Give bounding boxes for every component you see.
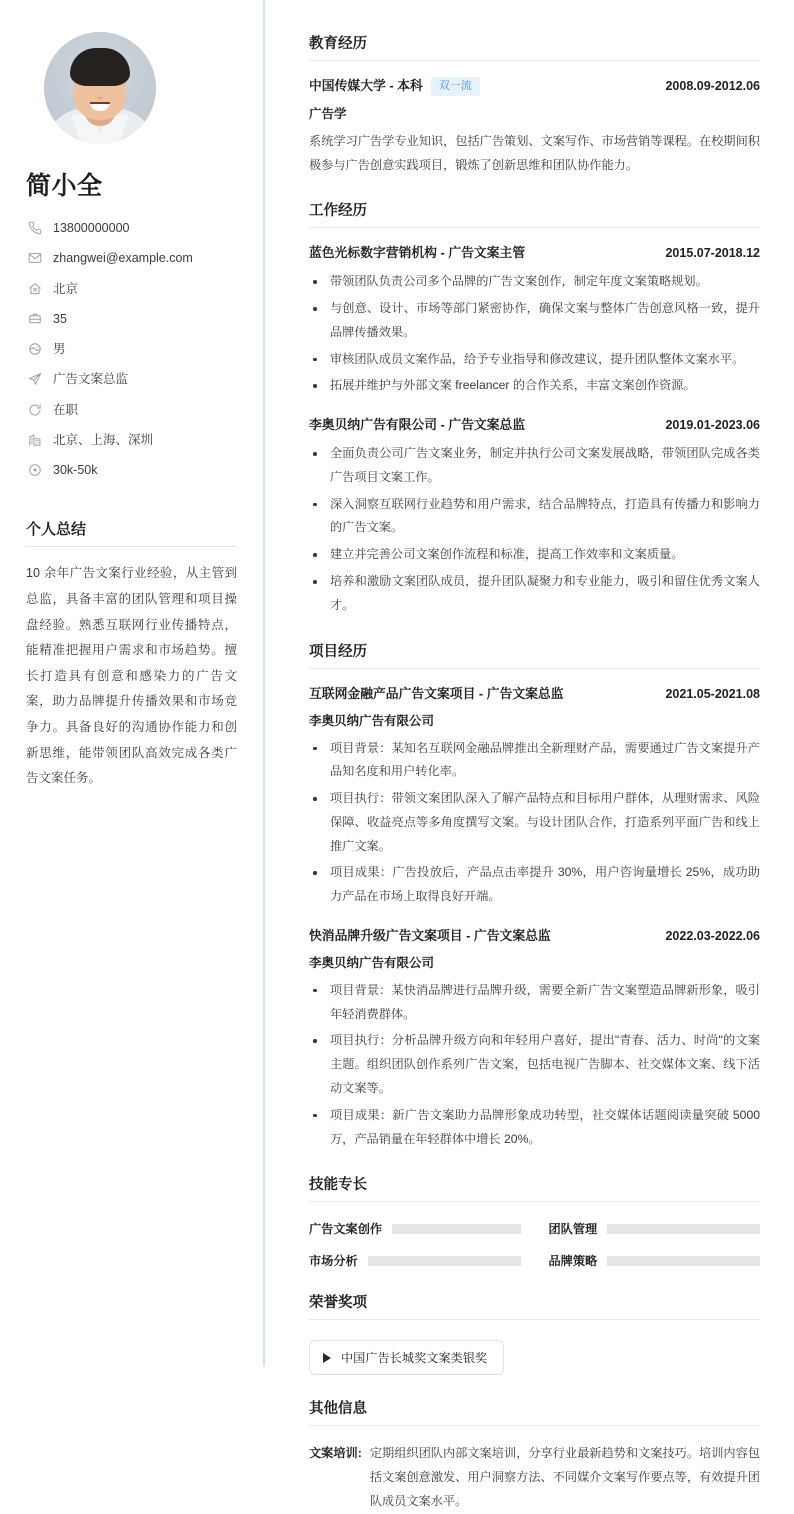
info-value-cities: 北京、上海、深圳 xyxy=(53,432,154,447)
id-badge-icon xyxy=(26,312,43,326)
other-info-row xyxy=(309,1442,760,1513)
list-item: 项目背景：某快消品牌进行品牌升级，需要全新广告文案塑造品牌新形象，吸引年轻消费群体。 xyxy=(309,979,760,1027)
target-icon xyxy=(26,463,43,477)
project-entry-head xyxy=(309,927,760,945)
education-entry-head xyxy=(309,77,760,96)
summary-section xyxy=(26,518,237,792)
summary-text: 10 余年广告文案行业经验，从主管到总监，具备丰富的团队管理和项目操盘经验。熟悉互联网行业传播特点，能精准把握用户需求和市场趋势。擅长打造具有创意和感染力的广告文案，助力品牌提升传播效果和市场竞争力。具备良好的沟通协作能力和创新思维，能带领团队高效完成各类广告文案任务。 xyxy=(26,566,237,786)
summary-heading: 个人总结 xyxy=(26,518,237,547)
list-item: 项目成果：广告投放后，产品点击率提升 30%，用户咨询量增长 25%，成功助力产品在市场上取得良好开端。 xyxy=(309,861,760,909)
project-date: 2021.05-2021.08 xyxy=(665,686,760,701)
work-bullets xyxy=(309,270,760,398)
section-work xyxy=(309,199,760,617)
info-row-age xyxy=(26,311,237,327)
skill-label: 品牌策略 xyxy=(548,1254,598,1269)
info-value-location: 北京 xyxy=(53,281,79,296)
phone-icon xyxy=(26,221,43,235)
section-heading-education: 教育经历 xyxy=(309,32,760,61)
list-item: 项目背景：某知名互联网金融品牌推出全新理财产品，需要通过广告文案提升产品知名度和用户转化率。 xyxy=(309,737,760,785)
info-row-salary xyxy=(26,462,237,478)
list-item: 建立并完善公司文案创作流程和标准，提高工作效率和文案质量。 xyxy=(309,543,760,567)
skill-grid xyxy=(309,1218,760,1269)
info-value-status: 在职 xyxy=(53,402,79,417)
list-item: 审核团队成员文案作品，给予专业指导和修改建议，提升团队整体文案水平。 xyxy=(309,348,760,372)
refresh-icon xyxy=(26,403,43,417)
building-icon xyxy=(26,433,43,447)
education-title-row xyxy=(309,77,480,96)
info-value-age: 35 xyxy=(53,311,67,326)
sidebar xyxy=(0,0,265,1366)
list-item: 项目成果：新广告文案助力品牌形象成功转型，社交媒体话题阅读量突破 5000 万，产品销量在年轻群体中增长 20%。 xyxy=(309,1104,760,1152)
avatar-brow-right xyxy=(105,76,116,78)
gender-icon xyxy=(26,342,43,356)
project-bullets xyxy=(309,737,760,909)
award-chip[interactable] xyxy=(309,1340,504,1375)
work-entry-head xyxy=(309,244,760,262)
work-date: 2019.01-2023.06 xyxy=(665,418,760,433)
education-entry xyxy=(309,77,760,177)
avatar-brow-left xyxy=(84,76,95,78)
list-item: 拓展并维护与外部文案 freelancer 的合作关系，丰富文案创作资源。 xyxy=(309,374,760,398)
section-heading-skills: 技能专长 xyxy=(309,1173,760,1202)
project-title: 快消品牌升级广告文案项目 - 广告文案总监 xyxy=(309,927,551,943)
work-entry xyxy=(309,244,760,398)
list-item: 项目执行：带领文案团队深入了解产品特点和目标用户群体，从理财需求、风险保障、收益亮点等多角度撰写文案。与设计团队合作，打造系列平面广告和线上推广文案。 xyxy=(309,787,760,858)
avatar xyxy=(44,32,156,144)
other-info-key: 文案培训: xyxy=(309,1446,362,1461)
project-company: 李奥贝纳广告有限公司 xyxy=(309,713,435,728)
section-education xyxy=(309,32,760,177)
section-heading-work: 工作经历 xyxy=(309,199,760,228)
list-item: 深入洞察互联网行业趋势和用户需求，结合品牌特点，打造具有传播力和影响力的广告文案。 xyxy=(309,493,760,541)
skill-progress-track xyxy=(607,1256,760,1266)
skill-progress-track xyxy=(392,1224,520,1234)
info-value-position: 广告文案总监 xyxy=(53,372,129,387)
project-entry xyxy=(309,685,760,909)
info-value-email: zhangwei@example.com xyxy=(53,251,193,266)
work-date: 2015.07-2018.12 xyxy=(665,246,760,261)
play-triangle-icon xyxy=(323,1353,331,1363)
education-description: 系统学习广告学专业知识，包括广告策划、文案写作、市场营销等课程。在校期间积极参与广告创意实践项目，锻炼了创新思维和团队协作能力。 xyxy=(309,133,760,172)
skill-label: 团队管理 xyxy=(548,1222,598,1237)
skill-item xyxy=(549,1220,761,1237)
home-icon xyxy=(26,282,43,296)
work-title: 李奥贝纳广告有限公司 - 广告文案总监 xyxy=(309,417,526,433)
info-row-phone xyxy=(26,220,237,236)
list-item: 培养和激励文案团队成员，提升团队凝聚力和专业能力，吸引和留住优秀文案人才。 xyxy=(309,570,760,618)
list-item: 项目执行：分析品牌升级方向和年轻用户喜好，提出"青春、活力、时尚"的文案主题。组织团队创作系列广告文案，包括电视广告脚本、社交媒体文案、线下活动文案等。 xyxy=(309,1029,760,1100)
list-item: 全面负责公司广告文案业务，制定并执行公司文案发展战略，带领团队完成各类广告项目文案工作。 xyxy=(309,442,760,490)
education-school: 中国传媒大学 - 本科 xyxy=(309,78,423,94)
education-date: 2008.09-2012.06 xyxy=(665,79,760,94)
work-title: 蓝色光标数字营销机构 - 广告文案主管 xyxy=(309,245,526,261)
envelope-icon xyxy=(26,251,43,265)
project-date: 2022.03-2022.06 xyxy=(665,928,760,943)
info-row-gender xyxy=(26,341,237,357)
info-value-phone: 13800000000 xyxy=(53,221,130,235)
skill-label: 广告文案创作 xyxy=(309,1222,383,1237)
section-awards xyxy=(309,1291,760,1375)
info-row-email xyxy=(26,250,237,266)
skill-item xyxy=(549,1252,761,1269)
project-company: 李奥贝纳广告有限公司 xyxy=(309,955,435,970)
section-projects xyxy=(309,640,760,1152)
project-entry-head xyxy=(309,685,760,703)
info-row-position xyxy=(26,371,237,387)
section-heading-projects: 项目经历 xyxy=(309,640,760,669)
work-bullets xyxy=(309,442,760,617)
skill-label: 市场分析 xyxy=(309,1254,358,1269)
project-bullets xyxy=(309,979,760,1151)
avatar-eye-right xyxy=(106,82,114,85)
section-heading-awards: 荣誉奖项 xyxy=(309,1291,760,1320)
section-other-info xyxy=(309,1397,760,1513)
avatar-hair xyxy=(70,48,130,86)
person-name: 简小全 xyxy=(26,172,103,200)
status-badge: 双一流 xyxy=(431,77,480,96)
project-title: 互联网金融产品广告文案项目 - 广告文案总监 xyxy=(309,685,564,701)
awards-list xyxy=(309,1336,760,1375)
skill-progress-track xyxy=(368,1256,521,1266)
info-row-cities xyxy=(26,432,237,448)
avatar-nose xyxy=(97,92,103,99)
skill-item xyxy=(309,1252,521,1269)
info-value-salary: 30k-50k xyxy=(53,463,98,477)
info-row-location xyxy=(26,281,237,297)
skill-item xyxy=(309,1220,521,1237)
award-label: 中国广告长城奖文案类银奖 xyxy=(341,1351,488,1366)
info-value-gender: 男 xyxy=(53,342,66,356)
contact-info-list xyxy=(26,220,237,478)
list-item: 与创意、设计、市场等部门紧密协作，确保文案与整体广告创意风格一致，提升品牌传播效果。 xyxy=(309,297,760,345)
project-entry xyxy=(309,927,760,1151)
main-content xyxy=(265,0,794,1508)
avatar-eye-left xyxy=(86,82,94,85)
info-row-status xyxy=(26,402,237,418)
skill-progress-track xyxy=(607,1224,760,1234)
other-info-value: 定期组织团队内部文案培训，分享行业最新趋势和文案技巧。培训内容包括文案创意激发、用户洞察方法、不同媒介文案写作要点等，有效提升团队成员文案水平。 xyxy=(369,1446,760,1508)
education-major: 广告学 xyxy=(309,106,347,121)
work-entry-head xyxy=(309,416,760,434)
section-heading-other-info: 其他信息 xyxy=(309,1397,760,1426)
list-item: 带领团队负责公司多个品牌的广告文案创作，制定年度文案策略规划。 xyxy=(309,270,760,294)
paper-plane-icon xyxy=(26,372,43,386)
section-skills xyxy=(309,1173,760,1269)
work-entry xyxy=(309,416,760,617)
